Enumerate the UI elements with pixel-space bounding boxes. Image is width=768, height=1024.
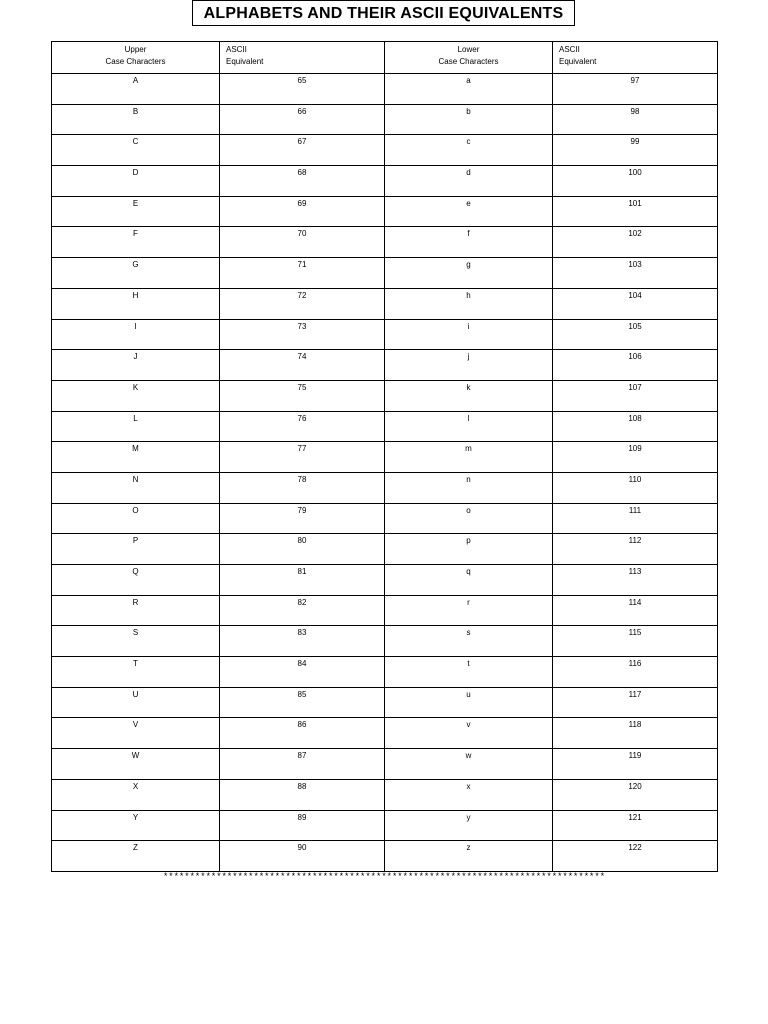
lower-case-cell: n: [385, 472, 553, 503]
lower-ascii-cell: 119: [553, 749, 718, 780]
lower-ascii-cell: 122: [553, 841, 718, 872]
lower-case-cell: k: [385, 380, 553, 411]
upper-case-cell: U: [52, 687, 220, 718]
lower-ascii-cell: 101: [553, 196, 718, 227]
lower-case-cell: o: [385, 503, 553, 534]
footer-stars: ***********************************************************************************: [162, 872, 606, 882]
lower-case-cell: z: [385, 841, 553, 872]
upper-ascii-cell: 81: [220, 565, 385, 596]
upper-case-cell: Y: [52, 810, 220, 841]
upper-ascii-cell: 67: [220, 135, 385, 166]
table-row: [52, 687, 718, 718]
table-row: [52, 779, 718, 810]
table-row: [52, 74, 718, 105]
lower-ascii-cell: 108: [553, 411, 718, 442]
upper-case-cell: X: [52, 779, 220, 810]
table-row: [52, 227, 718, 258]
lower-ascii-cell: 107: [553, 380, 718, 411]
upper-ascii-cell: 73: [220, 319, 385, 350]
lower-case-cell: i: [385, 319, 553, 350]
upper-ascii-cell: 69: [220, 196, 385, 227]
lower-ascii-cell: 103: [553, 258, 718, 289]
table-row: [52, 104, 718, 135]
upper-ascii-cell: 65: [220, 74, 385, 105]
table-row: [52, 135, 718, 166]
lower-ascii-cell: 114: [553, 595, 718, 626]
upper-case-cell: R: [52, 595, 220, 626]
lower-case-cell: e: [385, 196, 553, 227]
table-row: [52, 411, 718, 442]
upper-case-cell: Q: [52, 565, 220, 596]
table-row: [52, 718, 718, 749]
upper-ascii-cell: 85: [220, 687, 385, 718]
upper-case-cell: H: [52, 288, 220, 319]
upper-case-cell: B: [52, 104, 220, 135]
upper-case-cell: O: [52, 503, 220, 534]
lower-ascii-cell: 112: [553, 534, 718, 565]
lower-ascii-cell: 117: [553, 687, 718, 718]
lower-case-cell: m: [385, 442, 553, 473]
lower-case-cell: j: [385, 350, 553, 381]
table-row: [52, 841, 718, 872]
upper-case-cell: C: [52, 135, 220, 166]
lower-case-cell: a: [385, 74, 553, 105]
header-ascii2-line1: ASCII: [559, 45, 580, 54]
lower-ascii-cell: 100: [553, 166, 718, 197]
header-ascii2-line2: Equivalent: [559, 57, 597, 66]
table-row: [52, 472, 718, 503]
lower-ascii-cell: 99: [553, 135, 718, 166]
lower-ascii-cell: 105: [553, 319, 718, 350]
upper-case-cell: M: [52, 442, 220, 473]
upper-ascii-cell: 68: [220, 166, 385, 197]
lower-ascii-cell: 102: [553, 227, 718, 258]
upper-case-cell: A: [52, 74, 220, 105]
table-body: [52, 74, 718, 872]
upper-ascii-cell: 70: [220, 227, 385, 258]
table-row: [52, 657, 718, 688]
lower-case-cell: g: [385, 258, 553, 289]
upper-ascii-cell: 77: [220, 442, 385, 473]
upper-ascii-cell: 88: [220, 779, 385, 810]
upper-case-cell: T: [52, 657, 220, 688]
upper-ascii-cell: 82: [220, 595, 385, 626]
upper-ascii-cell: 76: [220, 411, 385, 442]
upper-ascii-cell: 89: [220, 810, 385, 841]
upper-case-cell: L: [52, 411, 220, 442]
upper-ascii-cell: 74: [220, 350, 385, 381]
upper-case-cell: S: [52, 626, 220, 657]
table-header-row: [52, 42, 718, 74]
header-lower-case: [385, 42, 553, 74]
header-ascii-upper: [220, 42, 385, 74]
lower-case-cell: t: [385, 657, 553, 688]
lower-ascii-cell: 111: [553, 503, 718, 534]
header-upper-case: [52, 42, 220, 74]
lower-case-cell: d: [385, 166, 553, 197]
lower-case-cell: c: [385, 135, 553, 166]
upper-ascii-cell: 79: [220, 503, 385, 534]
table-row: [52, 350, 718, 381]
lower-case-cell: f: [385, 227, 553, 258]
upper-case-cell: V: [52, 718, 220, 749]
lower-ascii-cell: 113: [553, 565, 718, 596]
upper-ascii-cell: 80: [220, 534, 385, 565]
upper-ascii-cell: 71: [220, 258, 385, 289]
header-ascii1-line2: Equivalent: [226, 57, 264, 66]
lower-ascii-cell: 120: [553, 779, 718, 810]
upper-ascii-cell: 78: [220, 472, 385, 503]
lower-case-cell: u: [385, 687, 553, 718]
upper-case-cell: N: [52, 472, 220, 503]
lower-case-cell: v: [385, 718, 553, 749]
lower-ascii-cell: 98: [553, 104, 718, 135]
upper-case-cell: K: [52, 380, 220, 411]
header-ascii-lower: [553, 42, 718, 74]
upper-case-cell: P: [52, 534, 220, 565]
upper-ascii-cell: 72: [220, 288, 385, 319]
table-row: [52, 196, 718, 227]
table-row: [52, 534, 718, 565]
lower-case-cell: y: [385, 810, 553, 841]
table-row: [52, 749, 718, 780]
upper-ascii-cell: 84: [220, 657, 385, 688]
lower-case-cell: b: [385, 104, 553, 135]
upper-ascii-cell: 86: [220, 718, 385, 749]
lower-case-cell: q: [385, 565, 553, 596]
lower-case-cell: w: [385, 749, 553, 780]
lower-ascii-cell: 121: [553, 810, 718, 841]
header-lower-line1: Lower: [457, 45, 480, 54]
table-row: [52, 258, 718, 289]
lower-case-cell: s: [385, 626, 553, 657]
upper-case-cell: F: [52, 227, 220, 258]
lower-case-cell: h: [385, 288, 553, 319]
header-upper-line2: Case Characters: [105, 57, 166, 66]
upper-ascii-cell: 87: [220, 749, 385, 780]
upper-case-cell: D: [52, 166, 220, 197]
lower-ascii-cell: 106: [553, 350, 718, 381]
upper-case-cell: J: [52, 350, 220, 381]
lower-ascii-cell: 97: [553, 74, 718, 105]
upper-ascii-cell: 83: [220, 626, 385, 657]
table-row: [52, 810, 718, 841]
upper-ascii-cell: 66: [220, 104, 385, 135]
page-title: ALPHABETS AND THEIR ASCII EQUIVALENTS: [192, 0, 575, 26]
lower-case-cell: r: [385, 595, 553, 626]
table-row: [52, 319, 718, 350]
table-row: [52, 442, 718, 473]
table-row: [52, 503, 718, 534]
table-row: [52, 626, 718, 657]
lower-case-cell: x: [385, 779, 553, 810]
lower-ascii-cell: 110: [553, 472, 718, 503]
ascii-table: [51, 41, 718, 872]
table-row: [52, 288, 718, 319]
upper-case-cell: Z: [52, 841, 220, 872]
header-lower-line2: Case Characters: [438, 57, 499, 66]
lower-case-cell: p: [385, 534, 553, 565]
upper-case-cell: G: [52, 258, 220, 289]
upper-case-cell: I: [52, 319, 220, 350]
header-ascii1-line1: ASCII: [226, 45, 247, 54]
lower-ascii-cell: 115: [553, 626, 718, 657]
lower-ascii-cell: 116: [553, 657, 718, 688]
lower-ascii-cell: 118: [553, 718, 718, 749]
lower-ascii-cell: 109: [553, 442, 718, 473]
upper-case-cell: W: [52, 749, 220, 780]
upper-case-cell: E: [52, 196, 220, 227]
lower-case-cell: l: [385, 411, 553, 442]
header-upper-line1: Upper: [124, 45, 147, 54]
upper-ascii-cell: 90: [220, 841, 385, 872]
table-row: [52, 595, 718, 626]
lower-ascii-cell: 104: [553, 288, 718, 319]
table-row: [52, 380, 718, 411]
table-row: [52, 166, 718, 197]
upper-ascii-cell: 75: [220, 380, 385, 411]
table-row: [52, 565, 718, 596]
